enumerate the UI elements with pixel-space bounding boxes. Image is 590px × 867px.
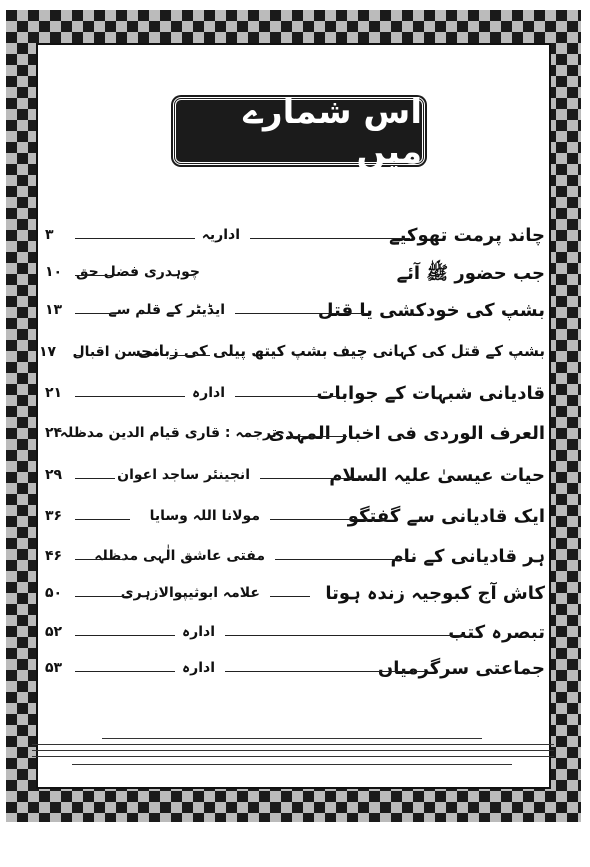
toc-row bbox=[45, 546, 545, 576]
leader-line bbox=[225, 635, 465, 636]
toc-row bbox=[45, 262, 545, 292]
toc-entry-author: مفتی عاشق الٰہی مدظلہ bbox=[94, 548, 265, 564]
toc-entry-author: ادارہ bbox=[181, 624, 215, 640]
toc-entry-title: العرف الوردی فی اخبار المہدی bbox=[268, 423, 545, 444]
toc-row bbox=[45, 658, 545, 688]
leader-line bbox=[260, 478, 380, 479]
toc-entry-author: مولانا اللہ وسایا bbox=[149, 508, 260, 524]
toc-entry-author: ادارہ bbox=[181, 660, 215, 676]
toc-entry-page: ۱۷ bbox=[39, 344, 57, 360]
leader-line bbox=[270, 519, 385, 520]
leader-line bbox=[250, 238, 410, 239]
toc-entry-author: ادارہ bbox=[191, 385, 225, 401]
leader-line bbox=[75, 238, 195, 239]
leader-line bbox=[75, 596, 130, 597]
toc-entry-title: ہر قادیانی کے نام bbox=[390, 546, 545, 567]
leader-line bbox=[235, 313, 370, 314]
leader-line bbox=[75, 355, 83, 356]
toc-row bbox=[39, 342, 545, 372]
toc-entry-title: حیات عیسیٰ علیہ السلام bbox=[329, 465, 545, 486]
toc-entry-author: اداریہ bbox=[201, 227, 240, 243]
leader-line bbox=[270, 596, 310, 597]
leader-line bbox=[275, 559, 415, 560]
toc-entry-page: ۱۳ bbox=[45, 302, 63, 318]
rule-line bbox=[32, 744, 554, 745]
toc-row bbox=[45, 583, 545, 613]
leader-line bbox=[75, 635, 175, 636]
toc-entry-title: ایک قادیانی سے گفتگو bbox=[347, 506, 545, 527]
leader-line bbox=[75, 313, 115, 314]
leader-line bbox=[235, 396, 340, 397]
toc-entry-author: محسن اقبال bbox=[72, 344, 160, 360]
rule-line bbox=[72, 764, 512, 765]
leader-line bbox=[75, 436, 81, 437]
rule-line bbox=[102, 738, 482, 739]
toc-entry-page: ۵۲ bbox=[45, 624, 63, 640]
toc-entry-page: ۲۹ bbox=[45, 467, 63, 483]
leader-line bbox=[75, 559, 125, 560]
toc-entry-author: ترجمہ : قاری قیام الدین مدظلہ bbox=[59, 425, 277, 441]
toc-row bbox=[45, 383, 545, 413]
rule-line bbox=[32, 756, 554, 757]
leader-line bbox=[75, 519, 130, 520]
toc-row bbox=[45, 225, 545, 255]
leader-line bbox=[75, 396, 185, 397]
toc-entry-title: کاش آج کبوجیہ زندہ ہوتا bbox=[325, 583, 545, 604]
toc-entry-page: ۱۰ bbox=[45, 264, 63, 280]
toc-entry-page: ۵۰ bbox=[45, 585, 63, 601]
toc-row bbox=[45, 622, 545, 652]
toc-entry-title: بشپ کی خودکشی یا قتل bbox=[317, 300, 545, 321]
toc-entry-page: ۲۴ bbox=[45, 425, 63, 441]
toc-entry-title: تبصرہ کتب bbox=[448, 622, 545, 643]
toc-entry-page: ۳۶ bbox=[45, 508, 63, 524]
leader-line bbox=[75, 275, 115, 276]
toc-row bbox=[45, 465, 545, 495]
toc-entry-title: جب حضور ﷺ آئے bbox=[396, 263, 545, 284]
toc-entry-title: چاند پرمت تھوکیے bbox=[389, 225, 545, 246]
rule-line bbox=[32, 750, 554, 751]
title-banner bbox=[173, 91, 425, 172]
page-title: اس شمارے میں bbox=[243, 91, 422, 172]
leader-line bbox=[287, 436, 347, 437]
toc-entry-title: جماعتی سرگرمیاں bbox=[377, 658, 545, 679]
toc-entry-author: چوہدری فضل حق bbox=[76, 264, 200, 280]
leader-line bbox=[75, 671, 175, 672]
toc-entry-page: ۴۶ bbox=[45, 548, 63, 564]
toc-entry-page: ۵۳ bbox=[45, 660, 63, 676]
toc-entry-author: انجینئر ساجد اعوان bbox=[117, 467, 250, 483]
leader-line bbox=[75, 478, 115, 479]
toc-entry-author: علامہ ابوثیپوالازہری bbox=[120, 585, 260, 601]
toc-row bbox=[45, 506, 545, 536]
leader-line bbox=[225, 671, 425, 672]
toc-entry-page: ۲۱ bbox=[45, 385, 63, 401]
toc-entry-author: ایڈیٹر کے قلم سے bbox=[108, 302, 225, 318]
toc-row bbox=[45, 423, 545, 453]
toc-entry-title: بشپ کے قتل کی کہانی چیف بشپ کیتھ پیلی کی زبانی bbox=[137, 342, 545, 360]
leader-line bbox=[170, 355, 210, 356]
toc-entry-title: قادیانی شبہات کے جوابات bbox=[316, 383, 545, 404]
toc-entry-page: ۳ bbox=[45, 227, 54, 243]
toc-row bbox=[45, 300, 545, 330]
